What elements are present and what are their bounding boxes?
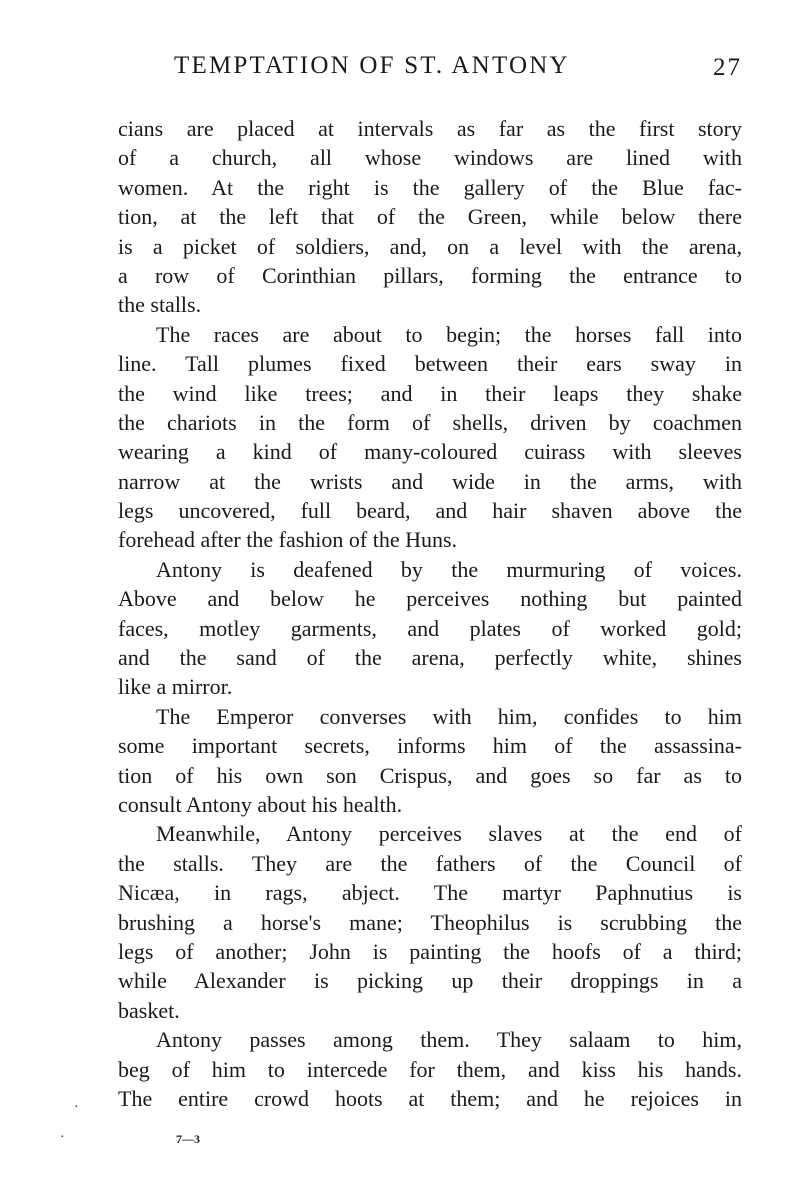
text-line: Above and below he perceives nothing but painted: [118, 586, 742, 612]
text-line: line. Tall plumes fixed between their ears sway in: [118, 351, 742, 377]
text-line: legs uncovered, full beard, and hair shaven above the: [118, 498, 742, 524]
text-line: The races are about to begin; the horses fall into: [156, 321, 742, 347]
text-line: The Emperor converses with him, confides to him: [156, 703, 742, 729]
text-line: while Alexander is picking up their droppings in a: [118, 968, 742, 994]
text-line: Nicæa, in rags, abject. The martyr Paphnutius is: [118, 880, 742, 906]
text-line: of a church, all whose windows are lined with: [118, 145, 742, 171]
running-title: TEMPTATION OF ST. ANTONY: [174, 52, 570, 79]
text-line: like a mirror.: [118, 674, 233, 700]
text-line: tion, at the left that of the Green, while below there: [118, 204, 742, 230]
text-line: The entire crowd hoots at them; and he rejoices in: [118, 1085, 742, 1111]
paragraph: [118, 702, 742, 820]
paragraph: [118, 819, 742, 1025]
text-line: Antony passes among them. They salaam to him,: [156, 1027, 742, 1053]
paragraph: [118, 114, 742, 320]
text-line: Antony is deafened by the murmuring of voices.: [156, 556, 742, 582]
running-head: [118, 52, 742, 92]
text-line: some important secrets, informs him of the assassina-: [118, 733, 742, 759]
body-text: [118, 114, 742, 1113]
text-line: wearing a kind of many-coloured cuirass with sleeves: [118, 439, 742, 465]
text-line: women. At the right is the gallery of the Blue fac-: [118, 174, 742, 200]
paragraph: [118, 1025, 742, 1113]
text-line: a row of Corinthian pillars, forming the entrance to: [118, 262, 742, 288]
text-line: forehead after the fashion of the Huns.: [118, 527, 458, 553]
margin-dot: ·: [74, 1100, 79, 1115]
text-line: basket.: [118, 997, 180, 1023]
printer-signature: 7—3: [176, 1132, 200, 1146]
text-line: the stalls.: [118, 292, 202, 318]
text-line: cians are placed at intervals as far as the first story: [118, 116, 742, 141]
text-line: tion of his own son Crispus, and goes so far as to: [118, 762, 742, 788]
text-line: consult Antony about his health.: [118, 791, 403, 817]
page-number: 27: [713, 54, 742, 81]
paragraph: [118, 555, 742, 702]
text-line: beg of him to intercede for them, and kiss his hands.: [118, 1056, 742, 1082]
text-line: legs of another; John is painting the hoofs of a third;: [118, 938, 742, 964]
text-line: is a picket of soldiers, and, on a level with the arena,: [118, 233, 742, 259]
paragraph: [118, 320, 742, 555]
text-line: narrow at the wrists and wide in the arms, with: [118, 468, 742, 494]
text-line: brushing a horse's mane; Theophilus is scrubbing the: [118, 909, 742, 935]
text-line: and the sand of the arena, perfectly white, shines: [118, 645, 742, 671]
text-line: Meanwhile, Antony perceives slaves at the end of: [156, 821, 742, 847]
margin-dot: ·: [60, 1130, 65, 1145]
text-line: the chariots in the form of shells, driven by coachmen: [118, 409, 742, 435]
text-line: faces, motley garments, and plates of worked gold;: [118, 615, 742, 641]
text-line: the stalls. They are the fathers of the Council of: [118, 850, 742, 876]
text-line: the wind like trees; and in their leaps they shake: [118, 380, 742, 406]
